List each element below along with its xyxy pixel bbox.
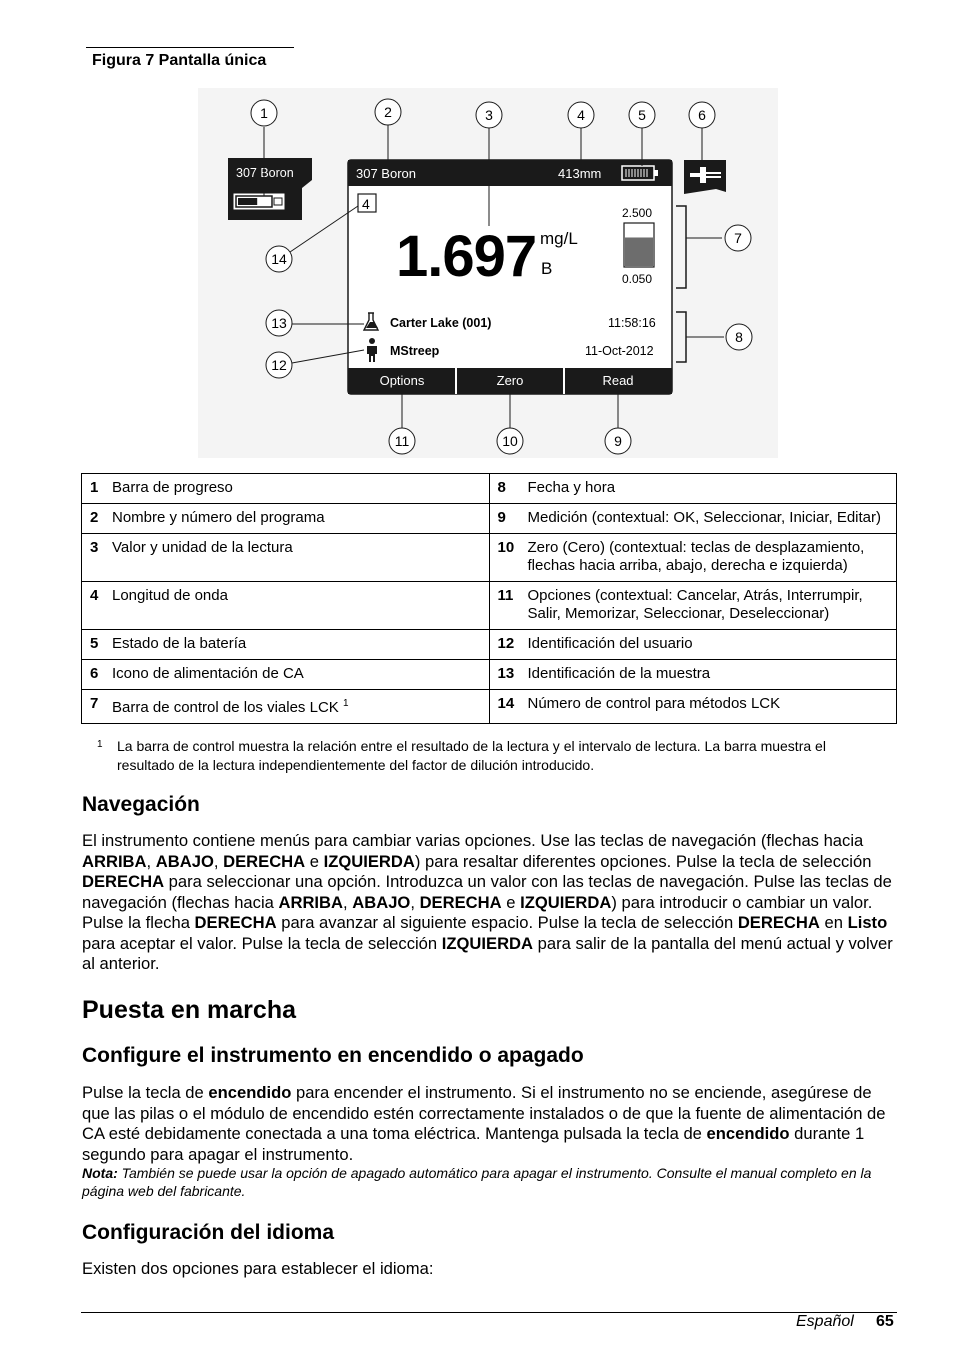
legend-text — [528, 479, 885, 497]
legend-number: 4 — [90, 587, 99, 604]
screen-wavelength: 413mm — [558, 166, 602, 181]
legend-text-content: Identificación del usuario — [527, 635, 693, 652]
legend-text-content: Fecha y hora — [527, 479, 616, 496]
legend-number: 7 — [90, 695, 99, 712]
bold-term: ARRIBA — [82, 851, 147, 871]
bar-min-label: 0.050 — [622, 272, 653, 286]
bold-term: DERECHA — [223, 851, 306, 871]
legend-cell — [82, 630, 490, 660]
legend-cell — [489, 534, 897, 582]
lck-number: 4 — [362, 196, 370, 212]
screen-time: 11:58:16 — [608, 316, 656, 330]
legend-text — [112, 587, 469, 605]
callout-6: 6 — [698, 107, 706, 123]
callout-1: 1 — [260, 105, 268, 121]
legend-cell — [82, 690, 490, 724]
legend-number: 14 — [497, 695, 515, 712]
callout-4: 4 — [577, 107, 585, 123]
footnote-text: La barra de control muestra la relación entre el resultado de la lectura y el intervalo de lectura. La barra muestra el resultado de la lectura independientemente del factor de dilución introducido. — [117, 738, 826, 773]
instrument-screen-figure — [198, 88, 778, 458]
page-number: 65 — [876, 1313, 894, 1330]
legend-text-content: Opciones (contextual: Cancelar, Atrás, Interrumpir, Salir, Memorizar, Seleccionar, Deseleccionar) — [527, 587, 863, 622]
legend-cell — [82, 474, 490, 504]
heading-puesta-en-marcha: Puesta en marcha — [82, 996, 296, 1024]
caption-rule — [86, 47, 294, 48]
bold-term: ABAJO — [352, 892, 411, 912]
callout-2: 2 — [384, 104, 392, 120]
legend-text-content: Nombre y número del programa — [112, 509, 325, 526]
footer-rule — [81, 1312, 897, 1313]
callout-3: 3 — [485, 107, 493, 123]
legend-number: 10 — [497, 539, 515, 556]
reading-form: B — [541, 259, 553, 278]
bold-term: DERECHA — [419, 892, 502, 912]
softkey-read: Read — [602, 373, 634, 388]
legend-cell — [489, 660, 897, 690]
legend-text-content: Estado de la batería — [112, 635, 247, 652]
reading-value: 1.697 — [396, 224, 537, 289]
legend-cell — [489, 630, 897, 660]
legend-row — [82, 534, 897, 582]
legend-text-content: Valor y unidad de la lectura — [112, 539, 293, 556]
bold-term: IZQUIERDA — [323, 851, 415, 871]
legend-text — [112, 479, 469, 497]
footnote — [97, 737, 887, 773]
legend-text — [112, 635, 469, 653]
bold-term: ABAJO — [155, 851, 214, 871]
screen-date: 11-Oct-2012 — [585, 344, 654, 358]
legend-row — [82, 630, 897, 660]
legend-text-content: Zero (Cero) (contextual: teclas de desplazamiento, flechas hacia arriba, abajo, derecha e izquierda) — [527, 539, 865, 574]
paragraph-navegacion — [82, 831, 897, 975]
user-id: MStreep — [390, 344, 440, 358]
text-run: para avanzar al siguiente espacio. Pulse la tecla de selección — [276, 913, 738, 932]
text-run: e — [501, 892, 521, 912]
bold-term: ARRIBA — [278, 892, 344, 912]
text-run: durante 1 segundo para apagar el instrumento. — [82, 1124, 865, 1164]
legend-number: 1 — [90, 479, 99, 496]
legend-row — [82, 474, 897, 504]
text-run: Pulse la tecla de — [82, 1083, 209, 1102]
callout-5: 5 — [638, 107, 646, 123]
text-run: , — [146, 851, 156, 871]
figure-caption: Figura 7 Pantalla única — [92, 52, 267, 69]
text-run: ) para resaltar diferentes opciones. Pulse la tecla de selección — [414, 851, 872, 871]
footnote-mark: 1 — [97, 739, 103, 750]
legend-cell — [82, 582, 490, 630]
screen-program-name: 307 Boron — [356, 166, 416, 181]
legend-text-content: Barra de control de los viales LCK — [112, 699, 339, 716]
legend-row — [82, 504, 897, 534]
text-run: ) para introducir o cambiar un valor. Pulse la flecha — [82, 892, 873, 932]
text-run: para salir de la pantalla del menú actual y volver al anterior. — [82, 933, 893, 973]
legend-cell — [82, 534, 490, 582]
legend-number: 13 — [497, 665, 515, 682]
softkey-options: Options — [379, 373, 425, 388]
callout-9: 9 — [614, 433, 622, 449]
footer-language: Español — [796, 1313, 854, 1330]
callout-14: 14 — [271, 251, 287, 267]
legend-text-content: Identificación de la muestra — [527, 665, 711, 682]
legend-number: 6 — [90, 665, 99, 682]
bold-term: encendido — [208, 1083, 292, 1102]
legend-number: 5 — [90, 635, 99, 652]
text-run: , — [213, 851, 224, 871]
progress-bar-fill — [238, 198, 257, 205]
legend-number: 2 — [90, 509, 99, 526]
legend-number: 12 — [497, 635, 515, 652]
note — [82, 1164, 897, 1200]
bold-term: IZQUIERDA — [441, 933, 534, 953]
paragraph-encendido — [82, 1083, 897, 1165]
legend-cell — [489, 582, 897, 630]
legend-row — [82, 690, 897, 724]
note-label: Nota: — [82, 1165, 118, 1181]
legend-text-content: Barra de progreso — [112, 479, 233, 496]
legend-text — [528, 635, 885, 653]
legend-cell — [82, 504, 490, 534]
legend-text — [112, 665, 469, 683]
legend-cell — [489, 690, 897, 724]
legend-text — [528, 587, 885, 623]
legend-table — [81, 473, 897, 724]
text-run: , — [410, 892, 420, 912]
callout-10: 10 — [502, 433, 518, 449]
heading-configuracion-idioma: Configuración del idioma — [82, 1221, 335, 1244]
callout-7: 7 — [734, 230, 742, 246]
legend-cell — [489, 504, 897, 534]
note-text: También se puede usar la opción de apagado automático para apagar el instrumento. Consulte el manual completo en la página web del fabricante. — [82, 1165, 872, 1199]
callout-13: 13 — [271, 315, 287, 331]
legend-text — [528, 539, 885, 575]
legend-text-content: Medición (contextual: OK, Seleccionar, Iniciar, Editar) — [527, 509, 881, 526]
bold-term: DERECHA — [82, 872, 165, 891]
text-run: para encender el instrumento. Si el instrumento no se enciende, asegúrese de que las pilas o el módulo de encendido estén correctamente instalados o de que la fuente de alimentación de CA esté debidamente conectada a una toma eléctrica. Mantenga pulsada la tecla de — [82, 1083, 886, 1143]
legend-text-content: Icono de alimentación de CA — [112, 665, 304, 682]
legend-row — [82, 660, 897, 690]
legend-text — [112, 695, 469, 717]
sample-id: Carter Lake (001) — [390, 316, 492, 330]
legend-text-content: Longitud de onda — [112, 587, 228, 604]
legend-row — [82, 582, 897, 630]
ac-power-plug-icon — [684, 160, 726, 194]
text-run: e — [305, 851, 324, 871]
callout-8: 8 — [735, 329, 743, 345]
bold-term: encendido — [706, 1124, 790, 1143]
callout-12: 12 — [271, 357, 287, 373]
legend-text-content: Número de control para métodos LCK — [527, 695, 781, 712]
reading-unit: mg/L — [540, 229, 578, 248]
bold-term: DERECHA — [194, 913, 277, 932]
text-run: El instrumento contiene menús para cambiar varias opciones. Use las teclas de navegación (flechas hacia — [82, 831, 864, 850]
text-run: , — [343, 892, 353, 912]
legend-footnote-ref: 1 — [342, 698, 349, 709]
heading-navegacion: Navegación — [82, 793, 200, 816]
legend-text — [528, 509, 885, 527]
softkey-zero: Zero — [496, 373, 524, 388]
bold-term: Listo — [847, 913, 888, 932]
lck-bar-fill — [625, 237, 653, 266]
legend-number: 9 — [497, 509, 506, 526]
paragraph-idioma: Existen dos opciones para establecer el idioma: — [82, 1259, 434, 1278]
side-program-name: 307 Boron — [236, 166, 294, 180]
legend-text — [112, 539, 469, 557]
legend-number: 11 — [497, 587, 514, 604]
legend-cell — [489, 474, 897, 504]
bold-term: DERECHA — [737, 913, 820, 932]
legend-number: 3 — [90, 539, 99, 556]
text-run: para aceptar el valor. Pulse la tecla de selección — [82, 933, 442, 953]
text-run: para seleccionar una opción. Introduzca un valor con las teclas de navegación. Pulse las teclas de navegación (flechas hacia — [82, 872, 892, 912]
bold-term: IZQUIERDA — [520, 892, 612, 912]
legend-cell — [82, 660, 490, 690]
callout-11: 11 — [394, 433, 410, 449]
heading-configure-encendido: Configure el instrumento en encendido o apagado — [82, 1044, 584, 1067]
bar-max-label: 2.500 — [622, 206, 653, 220]
legend-number: 8 — [497, 479, 506, 496]
legend-text — [528, 695, 885, 713]
text-run: en — [819, 913, 848, 932]
legend-text — [528, 665, 885, 683]
legend-text — [112, 509, 469, 527]
